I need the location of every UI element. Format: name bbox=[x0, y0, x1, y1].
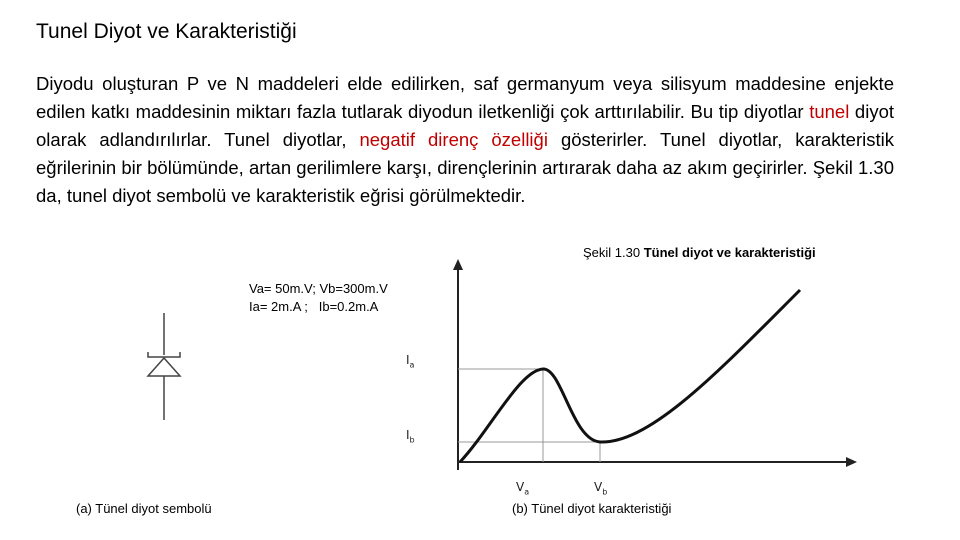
ia-label-main: I bbox=[406, 353, 410, 367]
tunnel-diode-symbol bbox=[148, 313, 180, 420]
vb-label-sub: b bbox=[602, 487, 608, 497]
caption-characteristic: (b) Tünel diyot karakteristiği bbox=[512, 501, 672, 516]
figure-caption-title: Tünel diyot ve karakteristiği bbox=[643, 245, 816, 260]
paragraph-part-1: Diyodu oluşturan P ve N maddeleri elde edilirken, saf germanyum veya silisyum maddesine enjekte edilen katkı maddesinin miktarı fazla tutlarak diyodun iletkenliği çok arttırılabilir. Bu tip diyotlar bbox=[36, 73, 894, 122]
page-title: Tunel Diyot ve Karakteristiği bbox=[36, 20, 297, 43]
x-axis-arrow bbox=[846, 457, 857, 467]
paragraph-part-3: gösterirler. Tunel diyotlar, karakteristik eğrilerinin bir bölümünde, artan gerilimlere karşı, dirençlerinin artırarak daha az akım geçirirler. Şekil 1.30 da, tunel diyot sembolü ve karakteristik eğrisi görülmektedir. bbox=[36, 129, 894, 206]
figure-caption-prefix: Şekil 1.30 bbox=[583, 245, 644, 260]
highlight-tunel: tunel bbox=[809, 101, 850, 122]
va-label bbox=[516, 480, 529, 496]
y-axis-arrow bbox=[453, 259, 463, 270]
diode-triangle bbox=[148, 358, 180, 376]
ib-label bbox=[406, 428, 415, 444]
highlight-negative-resistance: negatif direnç özelliği bbox=[359, 129, 548, 150]
vb-label-main: V bbox=[594, 480, 603, 494]
vb-label bbox=[594, 480, 607, 496]
iv-curve bbox=[460, 290, 800, 462]
paragraph-part-2: diyot olarak adlandırılırlar. Tunel diyotlar, bbox=[36, 101, 894, 150]
va-label-sub: a bbox=[524, 487, 530, 497]
ib-label-sub: b bbox=[409, 435, 415, 445]
va-label-main: V bbox=[516, 480, 525, 494]
ib-label-main: I bbox=[406, 428, 410, 442]
params-voltage: Va= 50m.V; Vb=300m.V bbox=[249, 281, 388, 296]
caption-symbol: (a) Tünel diyot sembolü bbox=[76, 501, 212, 516]
ia-label-sub: a bbox=[409, 360, 415, 370]
characteristic-chart bbox=[453, 259, 857, 470]
params-current: Ia= 2m.A ; Ib=0.2m.A bbox=[249, 299, 379, 314]
ia-label bbox=[406, 353, 414, 369]
